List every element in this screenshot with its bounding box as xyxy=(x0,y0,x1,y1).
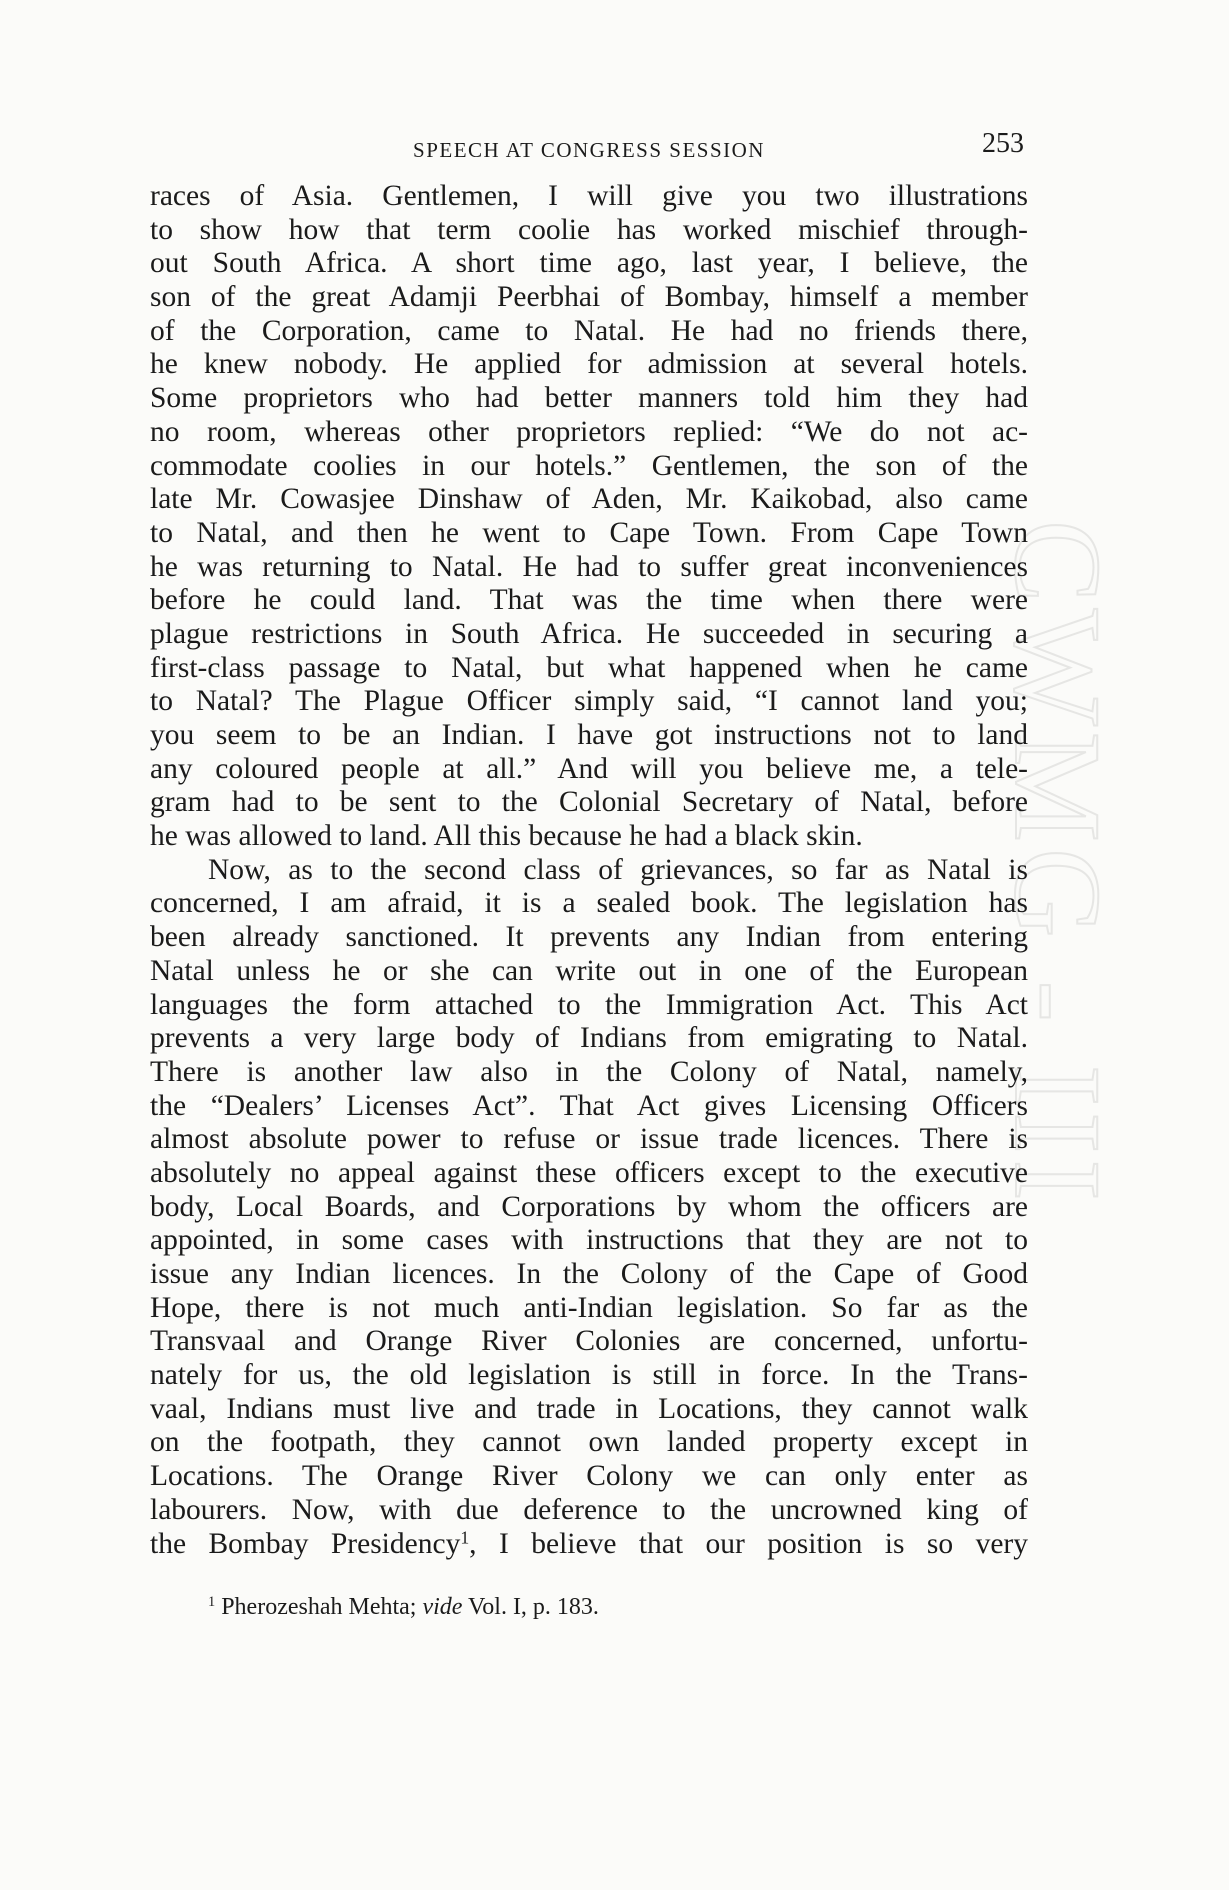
text-line: no room, whereas other proprietors replied: “We do not ac- xyxy=(150,415,1028,448)
text-line: Natal unless he or she can write out in one of the European xyxy=(150,954,1028,987)
watermark-text: CWMG - III xyxy=(989,520,1126,1207)
text-line: you seem to be an Indian. I have got instructions not to land xyxy=(150,719,1028,751)
text-line: first-class passage to Natal, but what happened when he came xyxy=(150,651,1028,684)
text-line: Some proprietors who had better manners told him they had xyxy=(150,382,1028,415)
body-text xyxy=(150,180,1028,1561)
text-line: to Natal, and then he went to Cape Town. From Cape Town xyxy=(150,516,1028,549)
text-line: body, Local Boards, and Corporations by whom the officers are xyxy=(150,1190,1028,1223)
text-line: absolutely no appeal against these officers except to the executive xyxy=(150,1156,1028,1189)
text-line: labourers. Now, with due deference to the uncrowned king of xyxy=(150,1493,1028,1526)
text-line: been already sanctioned. It prevents any Indian from entering xyxy=(150,921,1028,954)
text-segment: the Bombay Presidency xyxy=(150,1527,461,1560)
text-line: Now, as to the second class of grievances, so far as Natal is xyxy=(208,853,1028,886)
watermark xyxy=(989,520,1142,1360)
text-line: gram had to be sent to the Colonial Secretary of Natal, before xyxy=(150,786,1028,819)
text-line: any coloured people at all.” And will you believe me, a tele- xyxy=(150,752,1028,785)
text-line-final xyxy=(150,1528,1028,1562)
text-line: nately for us, the old legislation is still in force. In the Trans- xyxy=(150,1359,1028,1392)
text-line: Transvaal and Orange River Colonies are concerned, unfortu- xyxy=(150,1325,1028,1358)
text-line: races of Asia. Gentlemen, I will give you two illustrations xyxy=(150,180,1028,212)
text-line: There is another law also in the Colony of Natal, namely, xyxy=(150,1055,1028,1088)
text-line: he was returning to Natal. He had to suffer great inconveniences xyxy=(150,550,1028,583)
footnote-marker: 1 xyxy=(208,1594,216,1611)
text-line: commodate coolies in our hotels.” Gentlemen, the son of the xyxy=(150,449,1028,482)
text-line: to Natal? The Plague Officer simply said, “I cannot land you; xyxy=(150,685,1028,718)
footnote-text-end: Vol. I, p. 183. xyxy=(462,1594,599,1620)
text-line: son of the great Adamji Peerbhai of Bombay, himself a member xyxy=(150,281,1028,314)
text-line: issue any Indian licences. In the Colony of the Cape of Good xyxy=(150,1258,1028,1290)
text-line: late Mr. Cowasjee Dinshaw of Aden, Mr. Kaikobad, also came xyxy=(150,483,1028,516)
text-line: languages the form attached to the Immigration Act. This Act xyxy=(150,988,1028,1021)
footnote-reference: 1 xyxy=(460,1526,470,1547)
text-line: vaal, Indians must live and trade in Locations, they cannot walk xyxy=(150,1392,1028,1425)
text-line: to show how that term coolie has worked mischief through- xyxy=(150,213,1028,246)
text-line: concerned, I am afraid, it is a sealed book. The legislation has xyxy=(150,887,1028,920)
text-line: on the footpath, they cannot own landed property except in xyxy=(150,1426,1028,1459)
text-line: appointed, in some cases with instructions that they are not to xyxy=(150,1224,1028,1257)
page-number: 253 xyxy=(982,128,1024,159)
text-line: Hope, there is not much anti-Indian legislation. So far as the xyxy=(150,1291,1028,1324)
text-line: of the Corporation, came to Natal. He had no friends there, xyxy=(150,314,1028,347)
text-line: he was allowed to land. All this because he had a black skin. xyxy=(150,820,863,853)
text-segment: , I believe that our position is so very xyxy=(469,1527,1028,1560)
running-head xyxy=(150,128,1028,168)
text-line: out South Africa. A short time ago, last year, I believe, the xyxy=(150,247,1028,280)
footnote-text: Pherozeshah Mehta; xyxy=(215,1594,423,1620)
text-line: prevents a very large body of Indians from emigrating to Natal. xyxy=(150,1022,1028,1055)
text-line: almost absolute power to refuse or issue trade licences. There is xyxy=(150,1123,1028,1156)
footnote xyxy=(208,1594,599,1621)
text-line: he knew nobody. He applied for admission at several hotels. xyxy=(150,348,1028,381)
text-line: the “Dealers’ Licenses Act”. That Act gives Licensing Officers xyxy=(150,1089,1028,1122)
text-line: plague restrictions in South Africa. He succeeded in securing a xyxy=(150,617,1028,650)
text-line: Locations. The Orange River Colony we can only enter as xyxy=(150,1460,1028,1493)
footnote-italic: vide xyxy=(422,1594,463,1620)
text-line: before he could land. That was the time when there were xyxy=(150,584,1028,617)
running-title: SPEECH AT CONGRESS SESSION xyxy=(413,138,765,162)
